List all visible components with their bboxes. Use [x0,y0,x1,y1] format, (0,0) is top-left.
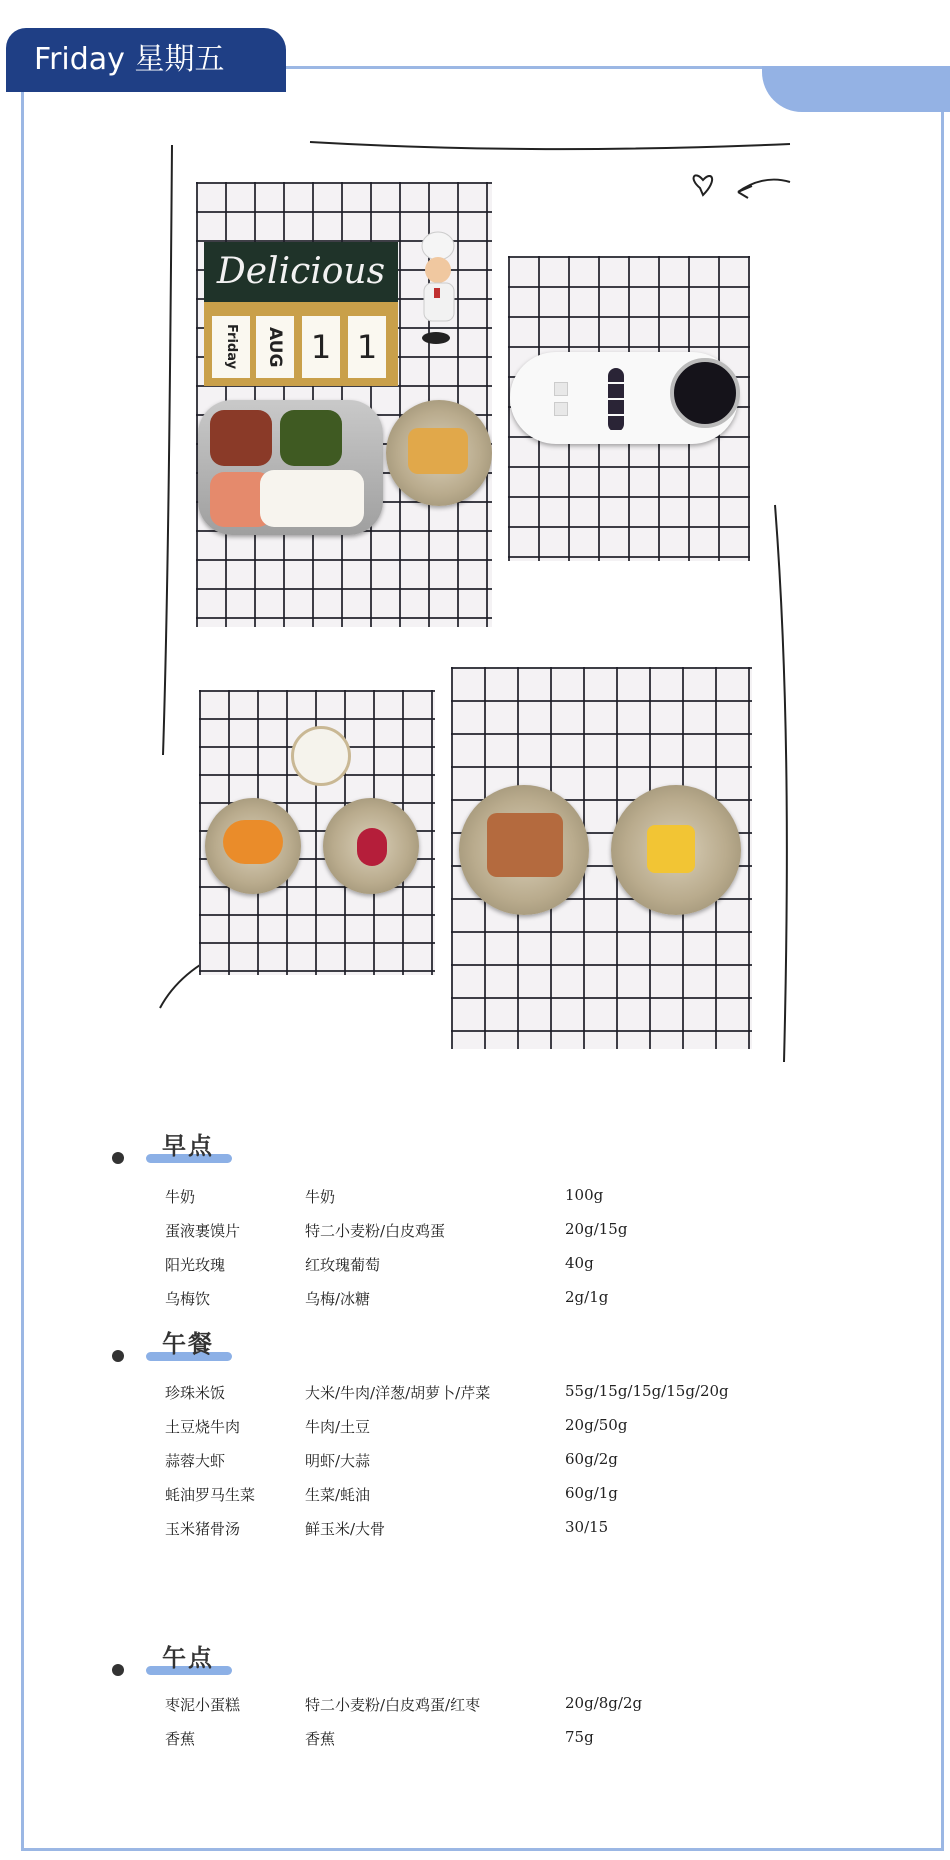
cake-plate [459,785,589,915]
dish-ingredients: 乌梅/冰糖 [305,1290,371,1308]
date-cake [487,813,563,877]
menu-row [0,1484,950,1514]
lunch-tray [198,400,383,535]
dish-amount: 2g/1g [565,1288,609,1306]
rice [260,470,364,527]
dish-name: 玉米猪骨汤 [165,1520,241,1538]
milk-cup [291,726,351,786]
dish-name: 蚝油罗马生菜 [165,1486,256,1504]
dish-ingredients: 鲜玉米/大骨 [305,1520,386,1538]
grape-plate [323,798,419,894]
banana-plate [611,785,741,915]
breakfast-photo [199,690,435,975]
dish-amount: 100g [565,1186,604,1204]
menu-row [0,1220,950,1250]
day-header: Friday 星期五 [6,28,286,92]
dish-amount: 60g/2g [565,1450,618,1468]
plum-drink-cup [670,358,740,428]
dish-ingredients: 牛肉/土豆 [305,1418,371,1436]
dish-ingredients: 牛奶 [305,1188,336,1206]
section-title: 午点 [162,1644,214,1672]
dish-name: 牛奶 [165,1188,196,1206]
bullet-icon [112,1664,124,1676]
snack-photo [451,667,752,1049]
delicious-sign: Delicious [204,242,398,302]
menu-row [0,1416,950,1446]
menu-row [0,1450,950,1480]
section-title: 午餐 [162,1330,214,1358]
calendar-card: 1 [302,316,340,378]
menu-row [0,1518,950,1548]
dish-name: 阳光玫瑰 [165,1256,226,1274]
menu-row [0,1288,950,1318]
dish-amount: 75g [565,1728,594,1746]
dish-ingredients: 香蕉 [305,1730,336,1748]
calendar-card: 1 [348,316,386,378]
dish-name: 蒜蓉大虾 [165,1452,226,1470]
dish-name: 土豆烧牛肉 [165,1418,241,1436]
dish-name: 乌梅饮 [165,1290,211,1308]
dish-ingredients: 生菜/蚝油 [305,1486,371,1504]
menu-row [0,1728,950,1758]
dish-ingredients: 红玫瑰葡萄 [305,1256,381,1274]
dish-name: 蛋液裹馍片 [165,1222,241,1240]
soup-bowl [386,400,492,506]
menu-row [0,1694,950,1724]
dish-amount: 60g/1g [565,1484,618,1502]
serving-plate [510,352,738,444]
egg-bread-plate [205,798,301,894]
dish-amount: 20g/50g [565,1416,628,1434]
date-calendar [204,302,398,386]
dish-amount: 20g/8g/2g [565,1694,643,1712]
dish-amount: 20g/15g [565,1220,628,1238]
dish-amount: 30/15 [565,1518,609,1536]
menu-row [0,1382,950,1412]
dish-name: 珍珠米饭 [165,1384,226,1402]
drink-photo [508,256,750,561]
menu-row [0,1186,950,1216]
dish-amount: 55g/15g/15g/15g/20g [565,1382,729,1400]
lettuce [280,410,342,466]
blueberries [608,368,624,432]
bullet-icon [112,1152,124,1164]
chef-figurine-icon [406,228,466,348]
banana [647,825,695,873]
corner-tab [762,66,950,112]
beef-potato [210,410,272,466]
dish-name: 枣泥小蛋糕 [165,1696,241,1714]
bullet-icon [112,1350,124,1362]
dish-ingredients: 明虾/大蒜 [305,1452,371,1470]
dish-amount: 40g [565,1254,594,1272]
calendar-card: AUG [256,316,294,378]
dish-ingredients: 大米/牛肉/洋葱/胡萝卜/芹菜 [305,1384,491,1402]
dish-ingredients: 特二小麦粉/白皮鸡蛋 [305,1222,446,1240]
menu-row [0,1254,950,1284]
calendar-card: Friday [212,316,250,378]
dish-name: 香蕉 [165,1730,196,1748]
dish-ingredients: 特二小麦粉/白皮鸡蛋/红枣 [305,1696,481,1714]
lunch-photo [196,182,492,627]
section-title: 早点 [162,1132,214,1160]
